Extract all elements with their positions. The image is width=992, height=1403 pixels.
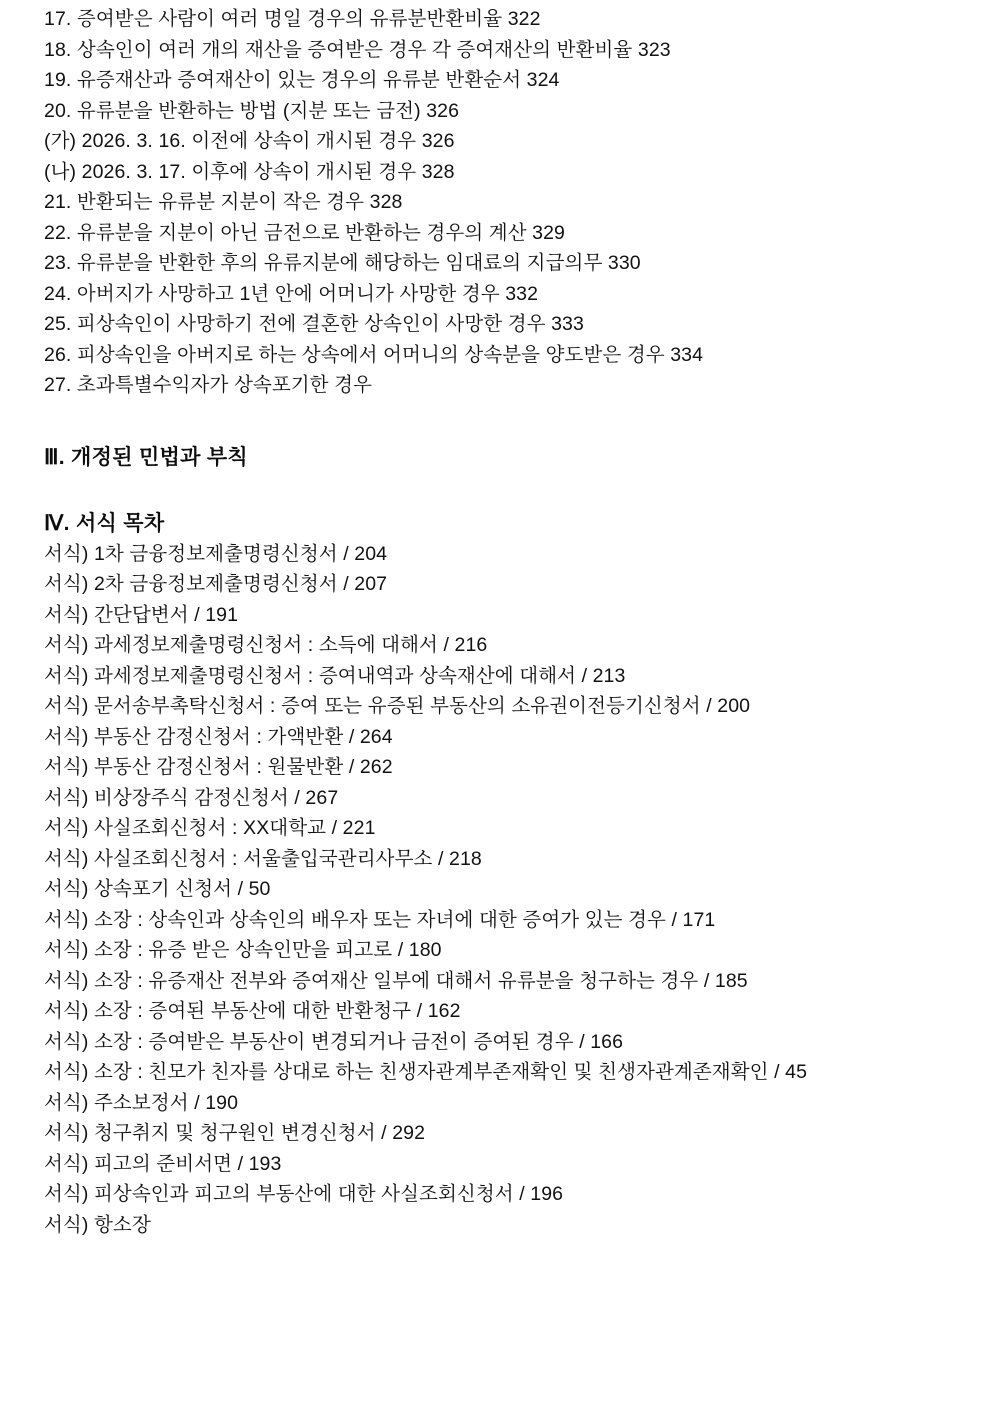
toc-entry: 서식) 부동산 감정신청서 : 가액반환 / 264 xyxy=(44,725,393,748)
toc-entry: 서식) 2차 금융정보제출명령신청서 / 207 xyxy=(44,573,388,595)
toc-entry: 서식) 소장 : 친모가 친자를 상대로 하는 친생자관계부존재확인 및 친생자관계존재확인 / 45 xyxy=(44,1061,808,1083)
toc-entry: 22. 유류분을 지분이 아닌 금전으로 반환하는 경우의 계산 329 xyxy=(44,221,565,244)
toc-entry: (가) 2026. 3. 16. 이전에 상속이 개시된 경우 326 xyxy=(44,130,455,152)
toc-entry: 25. 피상속인이 사망하기 전에 결혼한 상속인이 사망한 경우 333 xyxy=(44,313,584,335)
section-heading-3: Ⅲ. 개정된 민법과 부칙 xyxy=(44,445,249,469)
toc-entry: 서식) 사실조회신청서 : XX대학교 / 221 xyxy=(44,817,376,839)
section-heading-4: Ⅳ. 서식 목차 xyxy=(44,511,165,535)
toc-entry: 서식) 소장 : 상속인과 상속인의 배우자 또는 자녀에 대한 증여가 있는 경우 / 171 xyxy=(44,908,716,931)
toc-entry: 서식) 사실조회신청서 : 서울출입국관리사무소 / 218 xyxy=(44,847,482,870)
toc-entry: (나) 2026. 3. 17. 이후에 상속이 개시된 경우 328 xyxy=(44,160,455,183)
toc-entry: 서식) 청구취지 및 청구원인 변경신청서 / 292 xyxy=(44,1122,426,1144)
toc-entry: 서식) 과세정보제출명령신청서 : 증여내역과 상속재산에 대해서 / 213 xyxy=(44,664,626,687)
toc-entry: 23. 유류분을 반환한 후의 유류지분에 해당하는 임대료의 지급의무 330 xyxy=(44,252,641,274)
toc-entry: 서식) 1차 금융정보제출명령신청서 / 204 xyxy=(44,542,388,565)
toc-entry: 서식) 피고의 준비서면 / 193 xyxy=(44,1152,282,1175)
toc-entry: 서식) 간단답변서 / 191 xyxy=(44,603,239,626)
toc-entry: 서식) 문서송부촉탁신청서 : 증여 또는 유증된 부동산의 소유권이전등기신청서 / 200 xyxy=(44,695,751,717)
toc-entry: 서식) 부동산 감정신청서 : 원물반환 / 262 xyxy=(44,756,393,778)
toc-entry: 서식) 소장 : 증여된 부동산에 대한 반환청구 / 162 xyxy=(44,1000,461,1022)
forms-toc-list xyxy=(44,539,948,1241)
toc-entry: 20. 유류분을 반환하는 방법 (지분 또는 금전) 326 xyxy=(44,99,460,122)
toc-entry: 21. 반환되는 유류분 지분이 작은 경우 328 xyxy=(44,191,403,213)
toc-entry: 26. 피상속인을 아버지로 하는 상속에서 어머니의 상속분을 양도받은 경우 334 xyxy=(44,343,704,366)
toc-entry: 서식) 피상속인과 피고의 부동산에 대한 사실조회신청서 / 196 xyxy=(44,1183,564,1205)
toc-entry: 서식) 비상장주식 감정신청서 / 267 xyxy=(44,786,339,809)
toc-entry: 18. 상속인이 여러 개의 재산을 증여받은 경우 각 증여재산의 반환비율 323 xyxy=(44,38,671,61)
section-spacer-2 xyxy=(44,473,948,509)
toc-entry: 서식) 과세정보제출명령신청서 : 소득에 대해서 / 216 xyxy=(44,634,488,656)
toc-entry: 서식) 소장 : 유증재산 전부와 증여재산 일부에 대해서 유류분을 청구하는 경우 / 185 xyxy=(44,969,748,992)
toc-entry: 19. 유증재산과 증여재산이 있는 경우의 유류분 반환순서 324 xyxy=(44,69,560,91)
toc-entry: 24. 아버지가 사망하고 1년 안에 어머니가 사망한 경우 332 xyxy=(44,282,539,305)
toc-entry: 17. 증여받은 사람이 여러 명일 경우의 유류분반환비율 322 xyxy=(44,8,541,30)
toc-entry: 27. 초과특별수익자가 상속포기한 경우 xyxy=(44,374,373,396)
toc-entry: 서식) 소장 : 증여받은 부동산이 변경되거나 금전이 증여된 경우 / 166 xyxy=(44,1030,624,1053)
toc-entry: 서식) 상속포기 신청서 / 50 xyxy=(44,878,271,900)
toc-entry: 서식) 항소장 xyxy=(44,1213,151,1236)
toc-entry: 서식) 소장 : 유증 받은 상속인만을 피고로 / 180 xyxy=(44,939,442,961)
toc-entry: 서식) 주소보정서 / 190 xyxy=(44,1091,239,1114)
continued-toc-list xyxy=(44,4,948,401)
section-spacer xyxy=(44,401,948,443)
